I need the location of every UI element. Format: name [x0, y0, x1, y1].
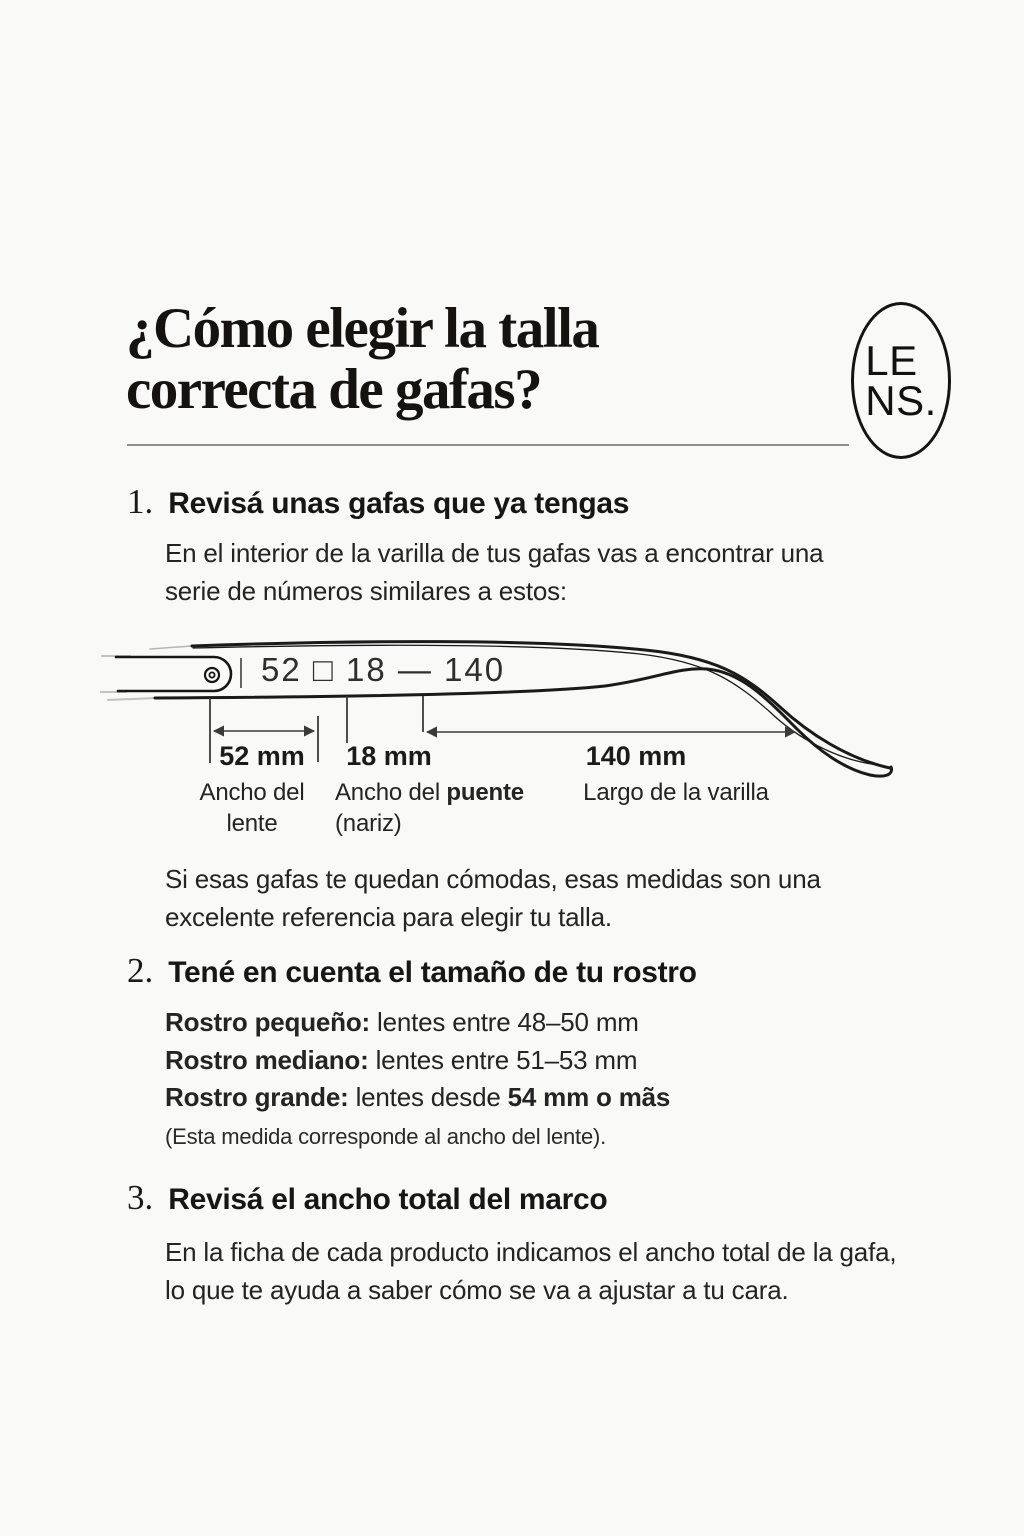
bridge-width-label-line2: (nariz) — [335, 810, 402, 837]
face-size-row-medium — [165, 1042, 670, 1080]
section-1-body-line1: En el interior de la varilla de tus gafas vas a encontrar una — [165, 538, 824, 568]
logo-line1: LE — [865, 336, 918, 384]
bridge-label-prefix: Ancho del — [335, 779, 447, 806]
section-3-body-line2: lo que te ayuda a saber cómo se va a ajustar a tu cara. — [165, 1275, 789, 1305]
temple-length-label: Largo de la varilla — [583, 779, 769, 806]
lens-width-value: 52 mm — [219, 741, 305, 771]
bridge-width-label — [335, 777, 524, 839]
section-2-title: Tené en cuenta el tamaño de tu rostro — [168, 956, 697, 989]
face-size-list — [165, 1004, 670, 1117]
face-size-small-label: Rostro pequeño: — [165, 1007, 370, 1037]
face-size-medium-label: Rostro mediano: — [165, 1044, 369, 1075]
section-3-heading — [127, 1178, 607, 1218]
page-title-line2: correcta de gafas? — [126, 358, 542, 421]
logo-line2: NS. — [865, 376, 937, 424]
section-3-number: 3. — [127, 1178, 154, 1217]
lens-width-label-line2: lente — [226, 810, 278, 837]
page-title-line1: ¿Cómo elegir la talla — [126, 297, 599, 360]
section-1-body — [165, 534, 823, 610]
dimension-lines — [214, 731, 795, 732]
lens-width-label — [178, 777, 326, 839]
section-1-heading — [127, 482, 629, 522]
section-1-after-line1: Si esas gafas te quedan cómodas, esas medidas son una — [165, 864, 821, 894]
lens-logo-text — [865, 336, 937, 424]
face-size-large-text: lentes desde — [348, 1082, 508, 1112]
hinge-screw-icon — [205, 668, 219, 682]
face-size-medium-text: lentes entre 51–53 mm — [368, 1044, 638, 1075]
face-size-note: (Esta medida corresponde al ancho del lente). — [165, 1124, 607, 1149]
section-1-body-line2: serie de números similares a estos: — [165, 576, 567, 606]
section-3-body — [165, 1233, 896, 1309]
page-title — [126, 298, 598, 420]
section-3-body-line1: En la ficha de cada producto indicamos el ancho total de la gafa, — [165, 1237, 897, 1267]
bridge-width-label-line1 — [335, 777, 524, 808]
face-size-large-bold: 54 mm o mãs — [507, 1082, 671, 1112]
section-2-heading — [127, 951, 697, 991]
temple-length-value: 140 mm — [585, 741, 687, 771]
face-size-row-large — [165, 1079, 670, 1117]
bridge-label-bold: puente — [446, 779, 524, 806]
section-1-number: 1. — [127, 482, 154, 521]
section-3-title: Revisá el ancho total del marco — [168, 1183, 608, 1216]
face-size-row-small — [165, 1004, 670, 1042]
temple-engraving: 52 □ 18 — 140 — [261, 651, 506, 688]
face-size-small-text: lentes entre 48–50 mm — [370, 1007, 639, 1037]
section-1-after-text — [165, 860, 821, 936]
lens-width-label-line1: Ancho del — [199, 779, 305, 806]
face-size-large-label: Rostro grande: — [165, 1082, 349, 1112]
lens-logo — [851, 302, 951, 459]
title-divider — [127, 444, 849, 446]
section-1-title: Revisá unas gafas que ya tengas — [168, 487, 630, 520]
section-1-after-line2: excelente referencia para elegir tu talla. — [165, 902, 612, 932]
bridge-width-value: 18 mm — [346, 741, 432, 771]
section-2-number: 2. — [127, 951, 154, 990]
